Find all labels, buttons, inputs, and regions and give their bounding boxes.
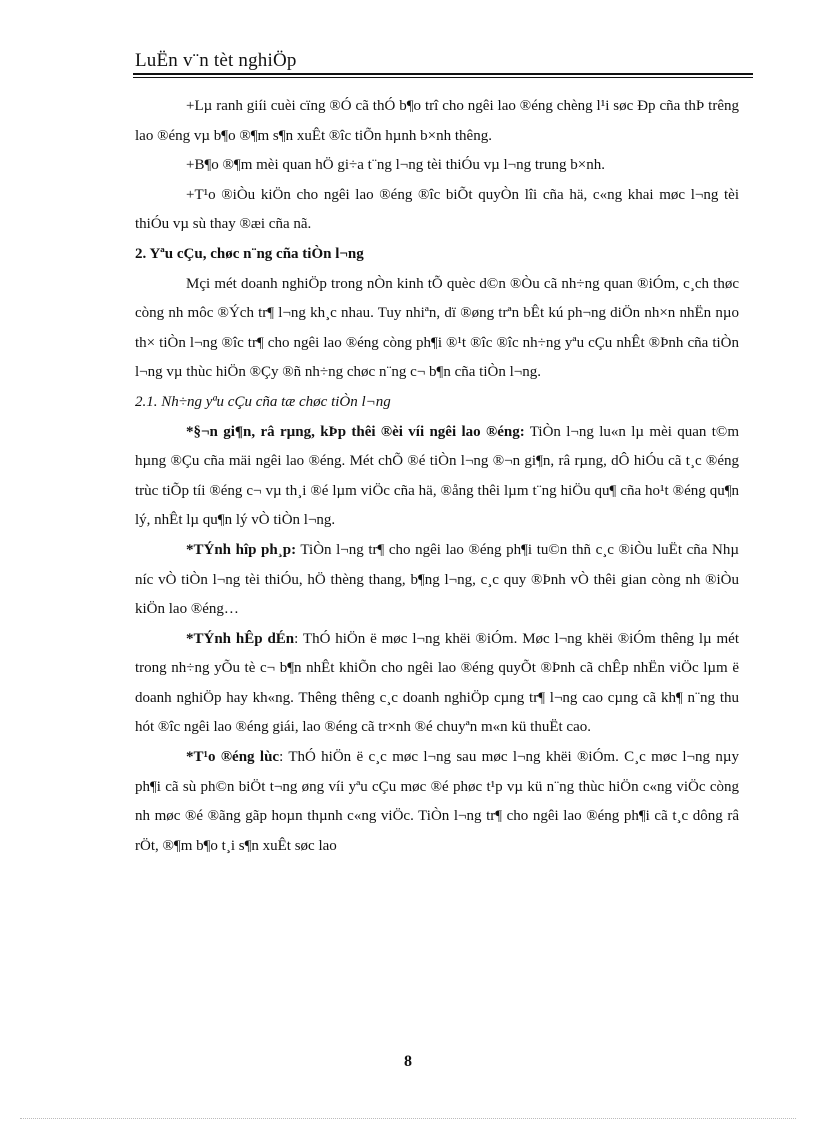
page-number: 8 <box>404 1053 412 1070</box>
paragraph-worker-rights: +T¹o ®iÒu kiÖn cho ngêi lao ®éng ®îc biÕt quyÒn lîi cña hä, c«ng khai møc l¬ng tèi thiÓu vµ sù thay ®æi cña nã. <box>135 186 739 233</box>
term-attractiveness: *TÝnh hÊp dÉn <box>186 630 295 647</box>
running-header-title: LuËn v¨n tèt nghiÖp <box>135 50 297 71</box>
paragraph-min-wage-limit: +Lµ ranh giíi cuèi cïng ®Ó cã thÓ b¶o trî cho ngêi lao ®éng chèng l¹i søc Ðp cña thÞ trêng lao ®éng vµ b¶o ®¶m s¶n xuÊt ®îc tiÕn hµnh b×nh thêng. <box>135 98 739 144</box>
paragraph-legality <box>135 536 739 625</box>
paragraph-simple-clear <box>135 418 739 536</box>
text-motivation: : ThÓ hiÖn ë c¸c møc l¬ng sau møc l¬ng khëi ®iÓm. C¸c møc l¬ng nµy ph¶i cã sù ph©n biÖt t¬ng øng víi yªu cÇu møc ®é phøc t¹p vµ kü n¨ng thùc hiÖn c«ng viÖc còng nh møc ®é ®ãng gãp hoµn thµnh c«ng viÖc. TiÒn l¬ng tr¶ cho ngêi lao ®éng ph¶i cã t¸c dông râ rÖt, ®¶m b¶o t¸i s¶n xuÊt søc lao <box>135 749 739 854</box>
page-bottom-divider <box>20 1118 796 1119</box>
section-heading-2: 2. Yªu cÇu, chøc n¨ng cña tiÒn l¬ng <box>135 245 364 262</box>
term-legality: *TÝnh hîp ph¸p: <box>186 541 297 558</box>
paragraph-wage-relation: +B¶o ®¶m mèi quan hÖ gi÷a t¨ng l¬ng tèi thiÓu vµ l¬ng trung b×nh. <box>186 157 606 174</box>
text-legality: TiÒn l¬ng tr¶ cho ngêi lao ®éng ph¶i tu©n thñ c¸c ®iÒu luËt cña Nhµ níc vÒ tiÒn l¬ng tèi thiÓu, hÖ thèng thang, b¶ng l¬ng, c¸c quy ®Þnh vÒ thêi gian còng nh ®iÒu kiÖn lao ®éng… <box>135 541 739 618</box>
paragraph-enterprise-views: Mçi mét doanh nghiÖp trong nÒn kinh tÕ quèc d©n ®Òu cã nh÷ng quan ®iÓm, c¸ch thøc còng nh môc ®Ých tr¶ l¬ng kh¸c nhau. Tuy nhiªn, dï ®øng trªn bÊt kú ph¬ng diÖn nh×n nhËn nµo th× tiÒn l¬ng ®îc tr¶ cho ngêi lao ®éng còng ph¶i ®¹t ®îc ®îc nh÷ng yªu cÇu nhÊt ®Þnh cña tiÒn l¬ng vµ thùc hiÖn ®Çy ®ñ nh÷ng chøc n¨ng c¬ b¶n cña tiÒn l¬ng. <box>135 275 739 381</box>
text-attractiveness: : ThÓ hiÖn ë møc l¬ng khëi ®iÓm. Møc l¬ng khëi ®iÓm thêng lµ mét trong nh÷ng yÕu tè c¬ b¶n nhÊt khiÕn cho ngêi lao ®éng quyÕt ®Þnh cã chÊp nhËn viÖc lµm ë doanh nghiÖp hay kh«ng. Thêng thêng c¸c doanh nghiÖp cµng tr¶ l¬ng cao cµng cã kh¶ n¨ng thu hót ®îc ngêi lao ®éng giái, lao ®éng cã tr×nh ®é chuyªn m«n kü thuËt cao. <box>135 630 740 736</box>
document-body <box>135 92 739 861</box>
text-simple-clear: TiÒn l¬ng lu«n lµ mèi quan t©m hµng ®Çu cña mäi ngêi lao ®éng. Mét chÕ ®é tiÒn l¬ng ®¬n gi¶n, râ rµng, dÔ hiÓu cã t¸c ®éng trùc tiÕp tíi ®éng c¬ vµ th¸i ®é lµm viÖc cña hä, ®ång thêi lµm t¨ng hiÖu qu¶ cña ho¹t ®éng qu¶n lý, nhÊt lµ qu¶n lý vÒ tiÒn l¬ng. <box>135 423 739 529</box>
header-rule-thick <box>133 73 753 75</box>
subsection-heading-2-1: 2.1. Nh÷ng yªu cÇu cña tæ chøc tiÒn l¬ng <box>135 393 391 410</box>
paragraph-motivation <box>135 743 739 861</box>
term-motivation: *T¹o ®éng lùc <box>186 749 280 766</box>
term-simple-clear: *§¬n gi¶n, râ rµng, kÞp thêi ®èi víi ngêi lao ®éng: <box>186 423 525 440</box>
paragraph-attractiveness <box>135 625 739 743</box>
header-rule-thin <box>133 77 753 78</box>
